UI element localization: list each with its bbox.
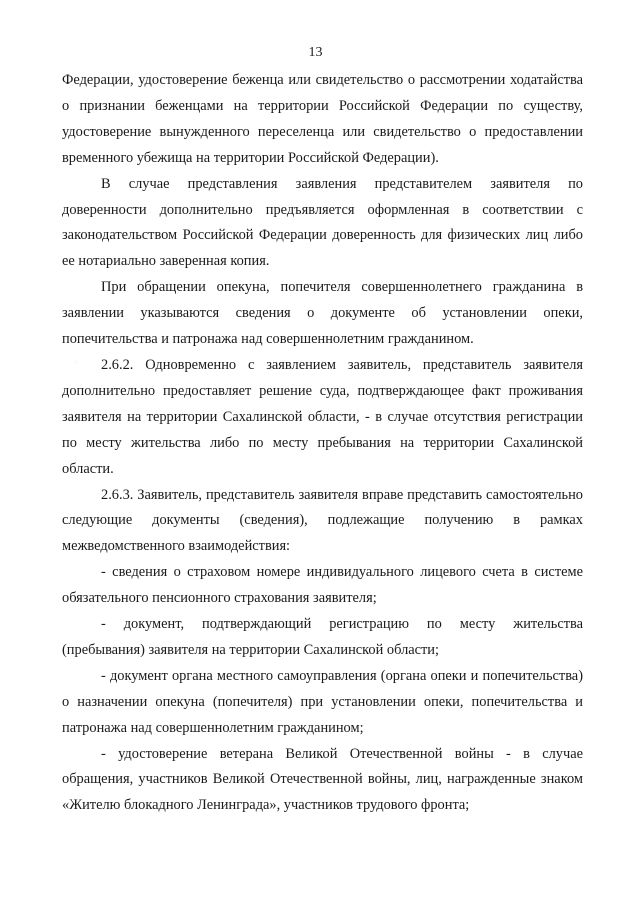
list-item-registration-document: - документ, подтверждающий регистрацию по месту жительства (пребывания) заявителя на территории Сахалинской области; (62, 616, 583, 658)
paragraph-guardian: При обращении опекуна, попечителя совершеннолетнего гражданина в заявлении указываются сведения о документе об установлении опеки, попечительства и патронажа над совершеннолетним гражданином. (62, 279, 583, 348)
page-number: 13 (308, 45, 323, 60)
document-body (62, 68, 583, 819)
paragraph-continuation: Федерации, удостоверение беженца или свидетельство о рассмотрении ходатайства о признании беженцами на территории Российской Федерации по существу, удостоверение вынужденного переселенца или свидетельство о предоставлении временного убежища на территории Российской Федерации). (62, 72, 583, 166)
list-item-veteran-certificate: - удостоверение ветерана Великой Отечественной войны - в случае обращения, участников Великой Отечественной войны, лиц, награжденные знаком «Жителю блокадного Ленинграда», участников трудового фронта; (62, 745, 583, 814)
list-item-insurance-number: - сведения о страховом номере индивидуального лицевого счета в системе обязательного пенсионного страхования заявителя; (62, 564, 583, 607)
paragraph-power-of-attorney: В случае представления заявления представителем заявителя по доверенности дополнительно предъявляется оформленная в соответствии с законодательством Российской Федерации доверенность для физических лиц либо ее нотариально заверенная копия. (62, 175, 583, 270)
paragraph-2-6-3: 2.6.3. Заявитель, представитель заявителя вправе представить самостоятельно следующие документы (сведения), подлежащие получению в рамках межведомственного взаимодействия: (62, 486, 583, 555)
paragraph-2-6-2: 2.6.2. Одновременно с заявлением заявитель, представитель заявителя дополнительно предоставляет решение суда, подтверждающее факт проживания заявителя на территории Сахалинской области, - в случае отсутствия регистрации по месту жительства либо по месту пребывания на территории Сахалинской области. (62, 356, 583, 477)
list-item-guardianship-document: - документ органа местного самоуправления (органа опеки и попечительства) о назначении опекуна (попечителя) при установлении опеки, попечительства и патронажа над совершеннолетним гражданином; (62, 667, 583, 736)
